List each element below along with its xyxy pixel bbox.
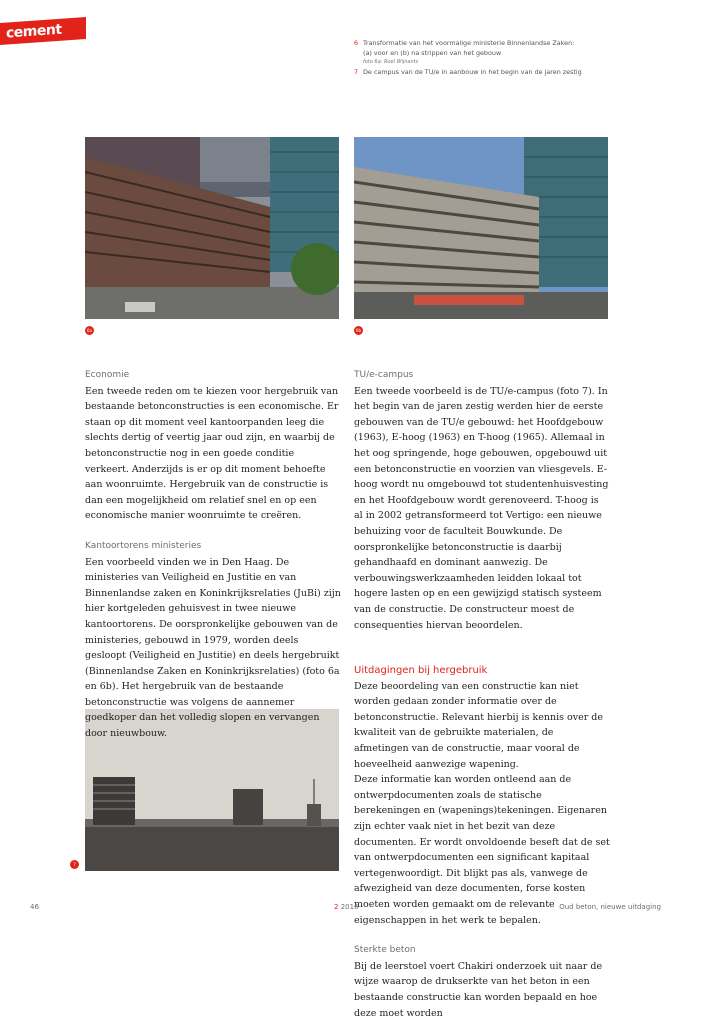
photo-badge-6a: 6a	[87, 328, 92, 333]
caption-6	[354, 38, 654, 58]
running-title: Oud beton, nieuwe uitdaging	[559, 903, 661, 911]
caption-number: 7	[354, 68, 359, 76]
issue-label	[334, 903, 359, 911]
caption-text	[363, 38, 574, 58]
paragraph-tue-campus: Een tweede voorbeeld is de TU/e-campus (foto 7). In het begin van de jaren zestig werden hier de eerste gebouwen van de TU/e gebouwd: het Hoofdgebouw (1963), E-hoog (1963) en T-hoog (1965). Allemaal in het oog springende, hoge gebouwen, opgebouwd uit een betonconstructie en voorzien van vliesgevels. E-hoog wordt nu omgebouwd tot studentenhuisvesting en het Hoofdgebouw wordt gerenoveerd. T-hoog is al in 2002 getransformeerd tot Vertigo: een nieuwe behuizing voor de faculteit Bouwkunde. De oorspronkelijke betonconstructie is daarbij gehandhaafd en dominant aanwezig. De verbouwingswerkzaamheden leidden lokaal tot hogere lasten op en een gewijzigd statisch systeem van de constructie. De constructeur moest de consequenties hiervan beoordelen.	[354, 385, 609, 631]
heading-kantoortorens: Kantoortorens ministeries	[85, 540, 202, 551]
heading-tue-campus: TU/e-campus	[354, 370, 414, 380]
issue-number: 2	[334, 903, 339, 911]
magazine-logo: cement	[0, 17, 86, 45]
page-number: 46	[30, 903, 39, 911]
left-column	[85, 368, 341, 742]
paragraph-economie: Een tweede reden om te kiezen voor hergebruik van bestaande betonconstructies is een economische. Er staan op dit moment veel kantoorpanden leeg die slechts dertig of veertig jaar oud zijn, en waarbij de betonconstructie nog in een goede conditie verkeert. Anderzijds is er op dit moment behoefte aan woonruimte. Hergebruik van de constructie is dan een mogelijkheid om relatief snel en op een economische manier woonruimte te creëren.	[85, 385, 339, 522]
heading-uitdagingen: Uitdagingen bij hergebruik	[354, 665, 488, 677]
heading-sterkte-beton: Sterkte beton	[354, 945, 416, 956]
photo-6b-ministerie-na	[354, 137, 608, 319]
photo-6a-ministerie-voor	[85, 137, 339, 319]
photo-credit: foto 6a: Roel Wijnants	[363, 59, 419, 65]
paragraph-uitdagingen-2: Deze informatie kan worden ontleend aan de ontwerpdocumenten zoals de statische berekeningen en (wapenings)tekeningen. Eigenaren zijn echter vaak niet in het bezit van deze documenten. Er wordt onvoldoende beseft dat de set van ontwerpdocumenten een significant kapitaal vertegenwoordigt. Dit blijkt pas als, vanwege de afwezigheid van deze documenten, forse kosten moeten worden gemaakt om de relevante eigenschappen in het werk te bepalen.	[354, 774, 610, 926]
caption-7	[354, 67, 654, 77]
right-column	[354, 368, 610, 1021]
photo-captions	[354, 38, 654, 77]
caption-number: 6	[354, 39, 359, 47]
paragraph-kantoortorens: Een voorbeeld vinden we in Den Haag. De ministeries van Veiligheid en Justitie en van Binnenlandse zaken en Koninkrijksrelaties (JuBi) zijn hier kortgeleden gehuisvest in twee nieuwe kantoortorens. De oorspronkelijke gebouwen van de ministeries, gebouwd in 1979, worden deels gesloopt (Veiligheid en Justitie) en deels hergebruikt (Binnenlandse Zaken en Koninkrijksrelaties) (foto 6a en 6b). Het hergebruik van de bestaande betonconstructie was volgens de aannemer goedkoper dan het volledig slopen en vervangen door nieuwbouw.	[85, 556, 341, 740]
photo-badge-6b: 6b	[355, 328, 362, 333]
paragraph-uitdagingen-1: Deze beoordeling van een constructie kan niet worden gedaan zonder informatie over de betonconstructie. Relevant hierbij is kennis over de kwaliteit van de gebruikte materialen, de afmetingen van de constructie, maar vooral de hoeveelheid aanwezige wapening.	[354, 680, 603, 770]
photo-badge-7: 7	[70, 860, 79, 869]
issue-year: 2016	[340, 903, 359, 911]
heading-economie: Economie	[85, 370, 130, 380]
caption-line: Transformatie van het voormalige ministerie Binnenlandse Zaken:	[363, 39, 575, 47]
caption-line: (a) voor en (b) na strippen van het gebouw	[363, 49, 502, 57]
paragraph-sterkte-beton: Bij de leerstoel voert Chakiri onderzoek uit naar de wijze waarop de drukserkte van het beton in een bestaande constructie kan worden bepaald en hoe deze moet worden	[354, 960, 603, 1019]
caption-text: De campus van de TU/e in aanbouw in het begin van de jaren zestig	[363, 68, 582, 76]
